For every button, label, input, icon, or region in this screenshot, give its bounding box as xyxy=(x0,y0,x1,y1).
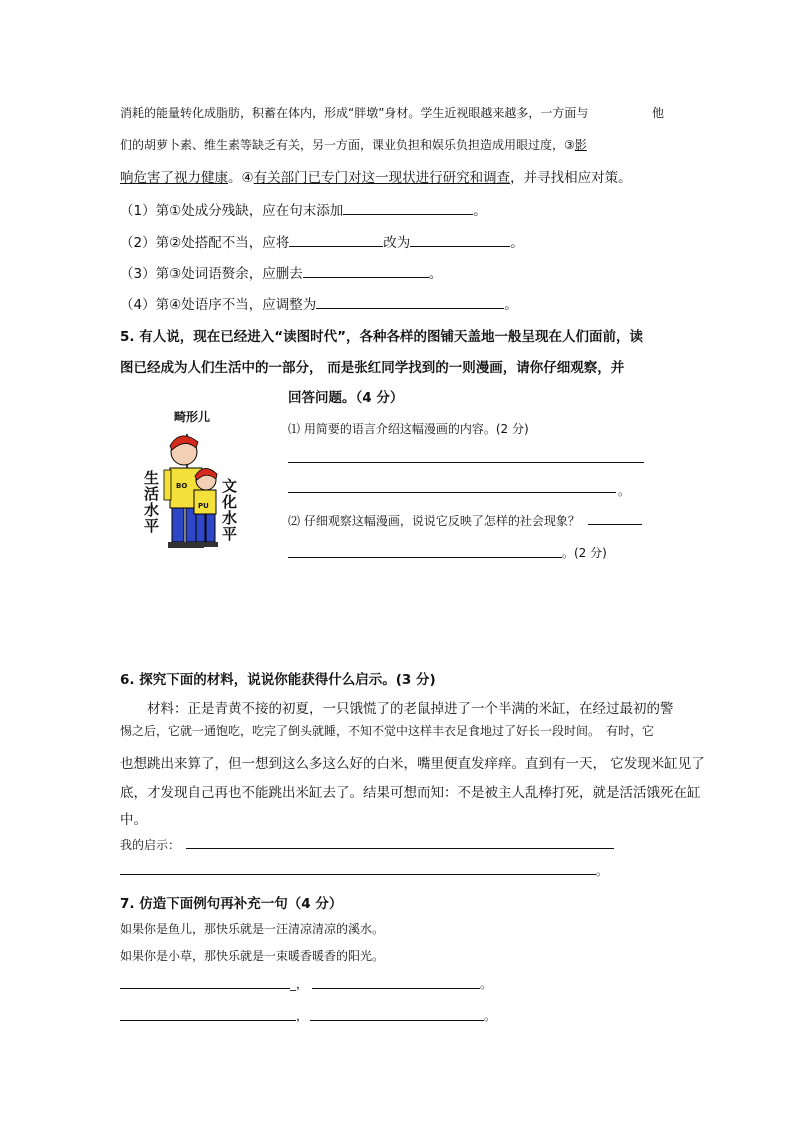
answer-line[interactable] xyxy=(120,1020,296,1021)
answer-blank[interactable] xyxy=(410,234,510,247)
shirt-label-1: BO xyxy=(176,482,188,490)
question-title: 6. 探究下面的材料，说说你能获得什么启示。(3 分) xyxy=(120,672,436,688)
question-text: （2）第②处搭配不当，应将 xyxy=(120,235,290,251)
answer-blank[interactable] xyxy=(588,512,642,525)
punctuation: 。 xyxy=(504,297,518,313)
answer-line[interactable] xyxy=(310,1020,484,1021)
material-text: 中。 xyxy=(120,812,147,828)
punctuation: 。 xyxy=(510,235,524,251)
underlined-text: 影 xyxy=(574,138,587,152)
question-text: ⑵ 仔细观察这幅漫画，说说它反映了怎样的社会现象？ xyxy=(288,514,580,528)
answer-label: 我的启示： xyxy=(120,838,181,852)
q4-item-1 xyxy=(120,199,487,219)
answer-line[interactable] xyxy=(288,462,644,463)
question-title: 图已经成为人们生活中的一部分， 而是张红同学找到的一则漫画，请你仔细观察，并 xyxy=(120,360,625,376)
question-text: （1）第①处成分残缺，应在句末添加 xyxy=(120,203,344,219)
answer-line[interactable] xyxy=(120,874,596,875)
question-title: 7. 仿造下面例句再补充一句（4 分） xyxy=(120,896,343,912)
shirt-label-2: PU xyxy=(198,502,209,510)
punctuation: 。 xyxy=(473,203,487,219)
q4-item-2 xyxy=(120,231,524,251)
cartoon-right-label: 文化水平 xyxy=(222,477,238,543)
q4-item-3 xyxy=(120,262,442,282)
punctuation: 。 xyxy=(596,864,609,878)
q6-para-5 xyxy=(120,808,147,828)
q7-end-2 xyxy=(484,1007,496,1024)
q6-answer-end xyxy=(596,862,608,879)
passage-text: 们的胡萝卜素、维生素等缺乏有关，另一方面，课业负担和娱乐负担造成用眼过度，③ xyxy=(120,138,575,152)
q7-underscore xyxy=(290,975,308,992)
material-text: 惕之后，它就一通饱吃，吃完了倒头就睡，不知不觉中这样丰衣足食地过了好长一段时间。 有时，它 xyxy=(120,724,655,738)
q5-sub-1-end xyxy=(618,482,630,499)
question-title: 回答问题。（4 分） xyxy=(288,390,404,406)
q6-para-4 xyxy=(120,781,701,801)
punctuation: ， xyxy=(296,1009,309,1023)
punctuation: _ xyxy=(290,977,296,991)
passage-line-1 xyxy=(120,104,588,121)
q5-line-1 xyxy=(120,325,643,345)
cartoon-title: 畸形儿 xyxy=(174,410,211,424)
example-sentence: 如果你是小草，那快乐就是一束暖香暖香的阳光。 xyxy=(120,949,385,963)
question-text: （3）第③处词语赘余，应删去 xyxy=(120,266,303,282)
material-text: 底，才发现自己再也不能跳出米缸去了。结果可想而知：不是被主人乱棒打死，就是活活饿死在缸 xyxy=(120,785,701,801)
underlined-text: 有关部门已专门对这一现状进行研究和调查 xyxy=(253,170,511,186)
q7-title xyxy=(120,892,342,912)
q6-para-3 xyxy=(120,752,705,772)
q7-end-1 xyxy=(480,975,492,992)
q5-line-2 xyxy=(120,356,624,376)
q7-example-2 xyxy=(120,947,384,964)
material-text: 也想跳出来算了，但一想到这么多这么好的白米，嘴里便直发痒痒。直到有一天， 它发现米缸见了 xyxy=(120,756,705,772)
answer-blank[interactable] xyxy=(289,234,383,247)
question-title: 5. 有人说，现在已经进入“读图时代”，各种各样的图铺天盖地一般呈现在人们面前，读 xyxy=(120,329,643,345)
q6-para-1 xyxy=(147,697,674,717)
q6-para-2 xyxy=(120,722,654,739)
passage-line-1-end xyxy=(652,104,664,121)
passage-text: ，并寻找相应对策。 xyxy=(510,170,632,186)
q6-title xyxy=(120,668,436,688)
punctuation: 。 xyxy=(484,1009,497,1023)
q5-sub-2-end xyxy=(562,544,607,561)
passage-line-3 xyxy=(120,166,632,186)
answer-line[interactable] xyxy=(120,988,290,989)
answer-line[interactable] xyxy=(288,557,562,558)
question-text: 。(2 分) xyxy=(562,546,607,560)
cartoon-figure xyxy=(140,408,250,568)
passage-text: 消耗的能量转化成脂肪，积蓄在体内，形成“胖墩”身材。学生近视眼越来越多，一方面与 xyxy=(120,106,589,120)
q4-item-4 xyxy=(120,293,518,313)
punctuation: ， xyxy=(296,977,309,991)
answer-blank[interactable] xyxy=(343,202,473,215)
q5-line-3 xyxy=(288,386,403,406)
example-sentence: 如果你是鱼儿，那快乐就是一汪清凉清凉的溪水。 xyxy=(120,922,385,936)
q7-example-1 xyxy=(120,920,384,937)
q5-sub-1 xyxy=(288,420,529,437)
passage-text: 。④ xyxy=(228,170,254,186)
question-text: 改为 xyxy=(383,235,411,251)
punctuation: 。 xyxy=(480,977,493,991)
passage-line-2 xyxy=(120,136,587,153)
question-text: （4）第④处语序不当，应调整为 xyxy=(120,297,317,313)
cartoon-left-label: 生活水平 xyxy=(144,469,160,535)
q6-answer-label xyxy=(120,836,180,853)
material-text: 材料：正是青黄不接的初夏，一只饿慌了的老鼠掉进了一个半满的米缸，在经过最初的警 xyxy=(147,701,674,717)
answer-line[interactable] xyxy=(288,492,616,493)
passage-text: 他 xyxy=(652,106,665,120)
q5-sub-2 xyxy=(288,512,642,529)
question-text: ⑴ 用简要的语言介绍这幅漫画的内容。(2 分) xyxy=(288,422,529,436)
answer-line[interactable] xyxy=(186,848,614,849)
answer-blank[interactable] xyxy=(303,265,429,278)
answer-blank[interactable] xyxy=(316,296,504,309)
answer-line[interactable] xyxy=(312,988,480,989)
punctuation: 。 xyxy=(428,266,443,282)
underlined-text: 响危害了视力健康 xyxy=(120,170,228,186)
q7-comma-2 xyxy=(296,1007,308,1024)
punctuation: 。 xyxy=(618,484,631,498)
